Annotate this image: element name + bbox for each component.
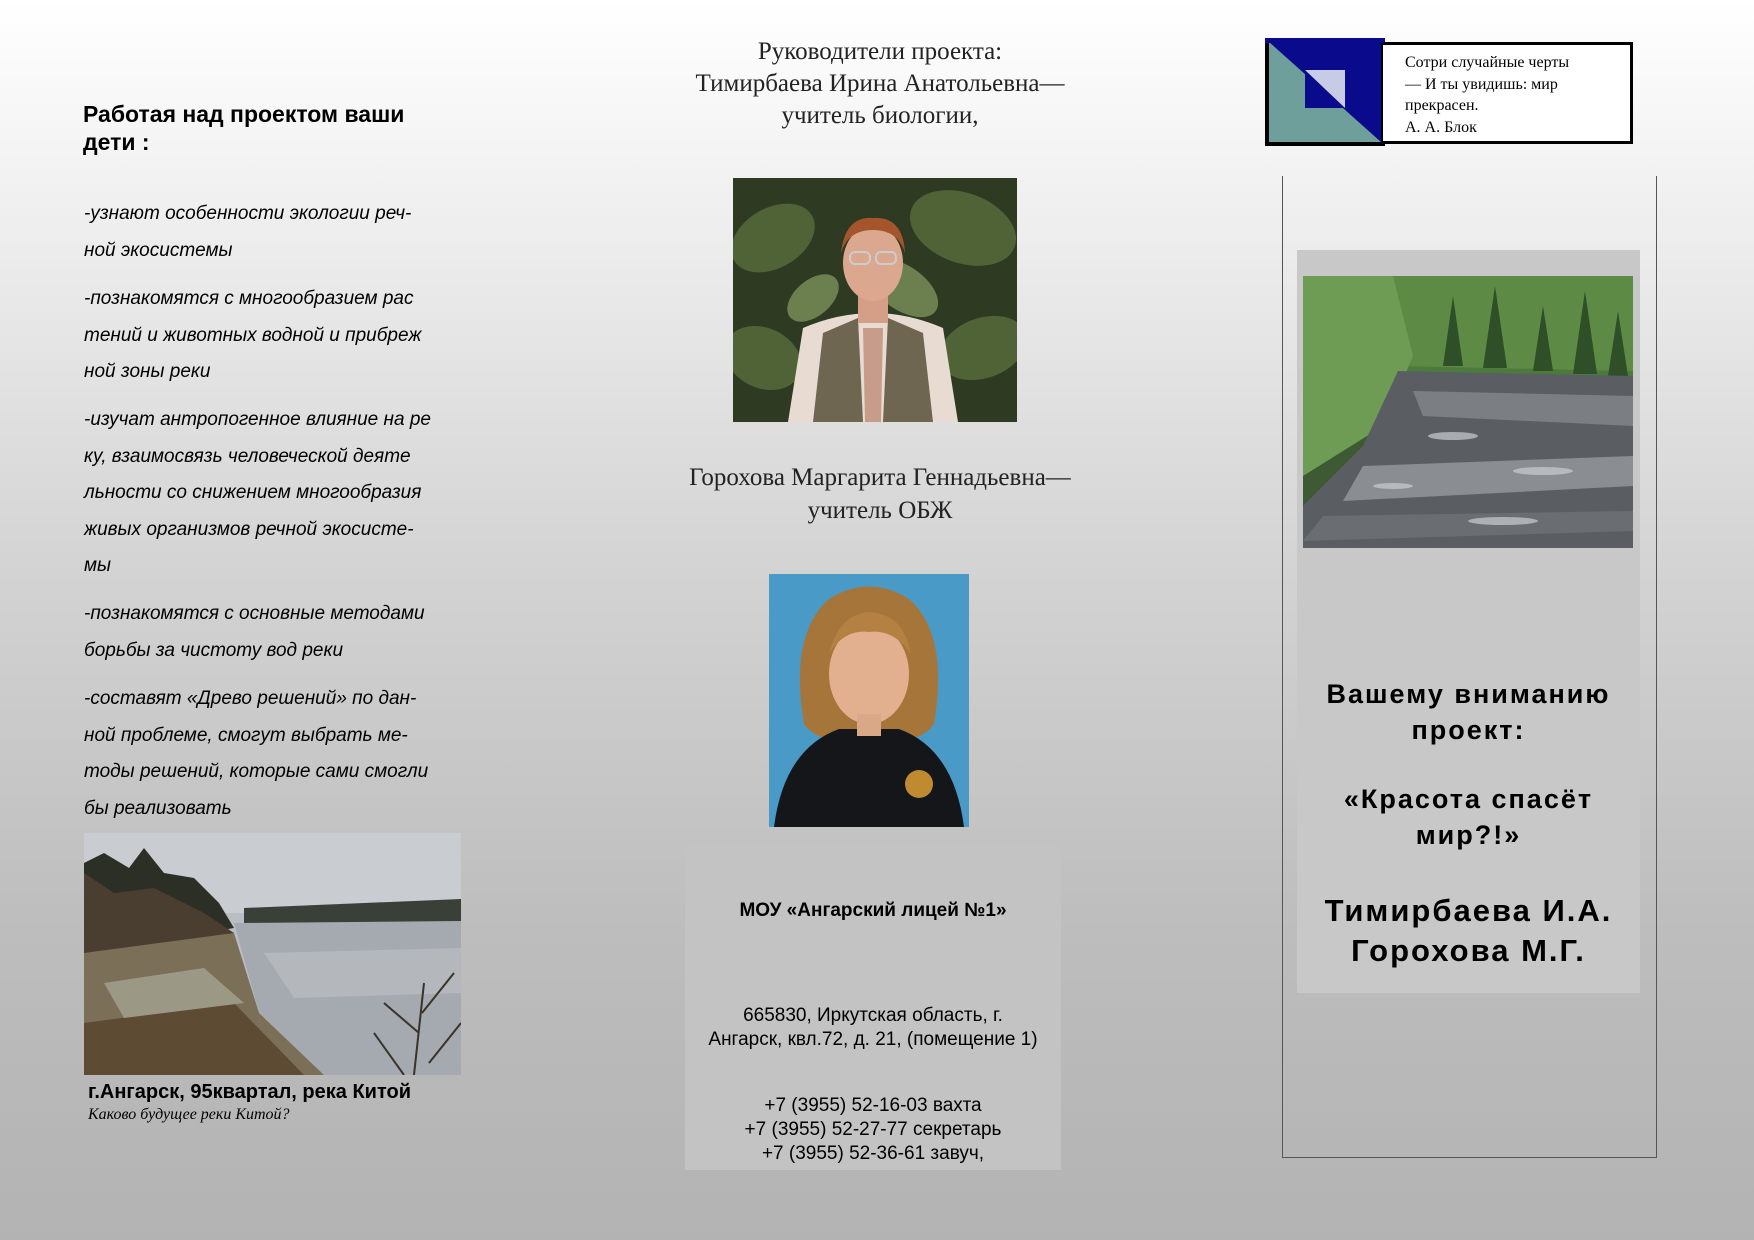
river-kitoy-photo (84, 833, 461, 1075)
epigraph-quote: Сотри случайные черты — И ты увидишь: мир прекрасен. А. А. Блок (1405, 54, 1570, 136)
leader1-name: Тимирбаева Ирина Анатольевна— (695, 70, 1065, 97)
address-line-2: Ангарск, квл.72, д. 21, (помещение 1) (708, 1029, 1038, 1050)
photo-question: Каково будущее реки Китой? (88, 1106, 290, 1123)
photo-caption: г.Ангарск, 95квартал, река Китой (88, 1081, 411, 1103)
leader2-photo (769, 574, 969, 827)
leader1-photo (733, 178, 1017, 422)
project-title: «Красота спасёт мир?!» (1343, 784, 1594, 850)
phone-duty: +7 (3955) 52-16-03 вахта (764, 1095, 982, 1116)
leader2-name: Горохова Маргарита Геннадьевна— (689, 464, 1071, 491)
leaders-title: Руководители проекта: (757, 38, 1003, 65)
address-line-1: 665830, Иркутская область, г. (743, 1005, 1003, 1026)
bullet-methods: -познакомятся с основные методами борьбы за чистоту вод реки (84, 603, 425, 661)
bullet-diversity: -познакомятся с многообразием рас тений и животных водной и прибреж ной зоны реки (84, 288, 422, 382)
decorative-square-icon (1265, 38, 1385, 146)
leader1-role: учитель биологии, (781, 102, 979, 129)
author-2: Горохова М.Г. (1351, 933, 1586, 968)
cover-intro: Вашему вниманию проект: (1326, 679, 1611, 745)
bullet-ecology: -узнают особенности экологии реч- ной экосистемы (84, 203, 412, 261)
school-name: МОУ «Ангарский лицей №1» (739, 900, 1007, 921)
bullet-decision-tree: -составят «Древо решений» по дан- ной проблеме, смогут выбрать ме- тоды решений, которые сами смогли бы реализовать (84, 688, 429, 819)
river-rapids-photo (1303, 276, 1633, 548)
author-1: Тимирбаева И.А. (1324, 893, 1613, 928)
phone-head-teacher: +7 (3955) 52-36-61 завуч, (761, 1143, 985, 1164)
phone-secretary: +7 (3955) 52-27-77 секретарь (744, 1119, 1002, 1140)
bullet-anthropogenic: -изучат антропогенное влияние на ре ку, взаимосвязь человеческой деяте льности со снижением многообразия живых организмов речной экосисте- мы (84, 409, 431, 576)
left-heading: Работая над проектом ваши дети : (83, 101, 405, 155)
leader2-role: учитель ОБЖ (807, 497, 953, 524)
epigraph-block (1265, 38, 1639, 146)
